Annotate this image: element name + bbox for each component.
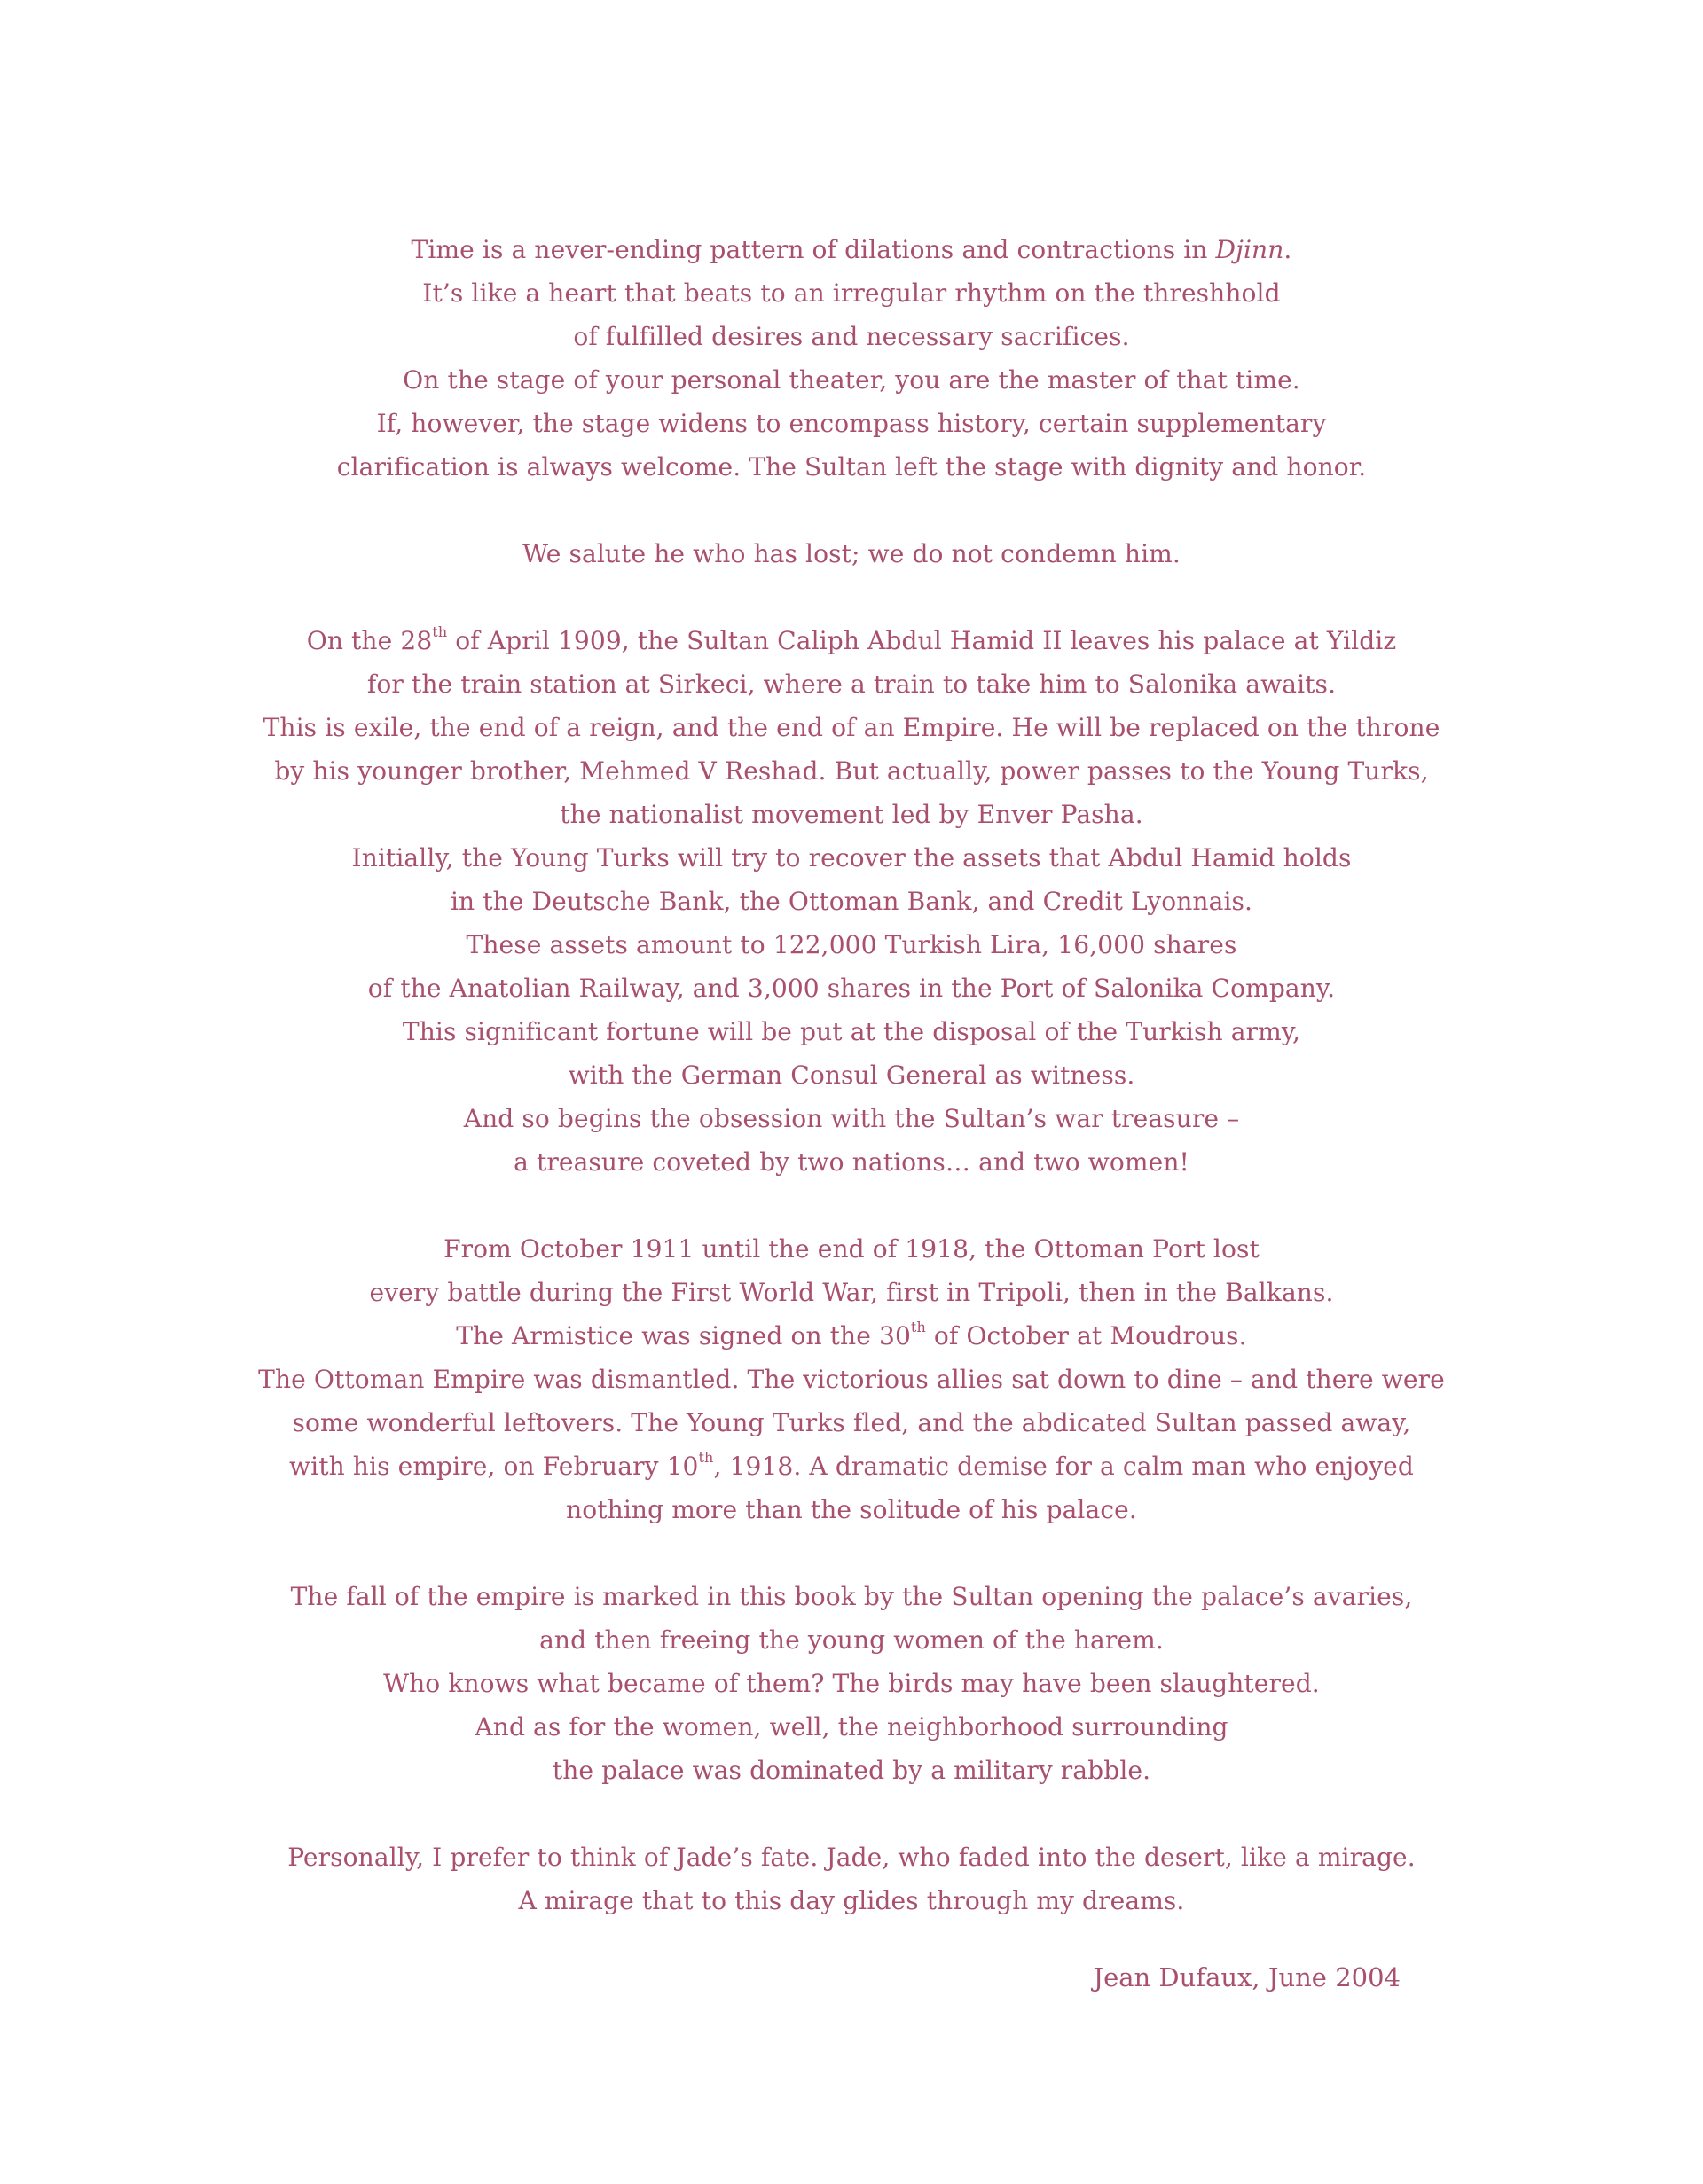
author-signature: Jean Dufaux, June 2004 bbox=[1093, 1962, 1401, 1992]
text-line: The Ottoman Empire was dismantled. The victorious allies sat down to dine – and there were bbox=[258, 1365, 1445, 1394]
afterword-text bbox=[0, 228, 1703, 1966]
text-segment: . bbox=[1283, 235, 1292, 264]
text-line bbox=[0, 1314, 1703, 1358]
text-segment: of October at Moudrous. bbox=[925, 1321, 1247, 1350]
paragraph-war bbox=[0, 1227, 1703, 1531]
text-line: The fall of the empire is marked in this book by the Sultan opening the palace’s avaries, bbox=[290, 1582, 1413, 1611]
text-segment: On the 28 bbox=[306, 626, 433, 655]
text-segment: with his empire, on February 10 bbox=[289, 1452, 699, 1481]
text-line: Who knows what became of them? The birds may have been slaughtered. bbox=[383, 1669, 1320, 1698]
paragraph-time bbox=[0, 228, 1703, 489]
text-line: Initially, the Young Turks will try to recover the assets that Abdul Hamid holds bbox=[351, 843, 1352, 873]
ordinal-superscript: th bbox=[698, 1448, 714, 1466]
text-line: From October 1911 until the end of 1918, the Ottoman Port lost bbox=[443, 1234, 1260, 1264]
text-line bbox=[0, 619, 1703, 662]
text-line: This significant fortune will be put at the disposal of the Turkish army, bbox=[402, 1017, 1301, 1046]
ordinal-superscript: th bbox=[432, 622, 448, 640]
text-line: It’s like a heart that beats to an irregular rhythm on the threshhold bbox=[422, 278, 1281, 308]
text-segment: Time is a never-ending pattern of dilations and contractions in bbox=[411, 235, 1216, 264]
ordinal-superscript: th bbox=[910, 1318, 926, 1335]
paragraph-fall bbox=[0, 1575, 1703, 1792]
text-line: of the Anatolian Railway, and 3,000 shares in the Port of Salonika Company. bbox=[367, 974, 1336, 1003]
text-line: the palace was dominated by a military rabble. bbox=[552, 1756, 1151, 1785]
text-line: and then freeing the young women of the harem. bbox=[539, 1625, 1164, 1655]
text-line: This is exile, the end of a reign, and the end of an Empire. He will be replaced on the throne bbox=[263, 713, 1440, 742]
text-line: for the train station at Sirkeci, where a train to take him to Salonika awaits. bbox=[366, 669, 1337, 699]
text-line: by his younger brother, Mehmed V Reshad. But actually, power passes to the Young Turks, bbox=[274, 756, 1429, 786]
text-line: in the Deutsche Bank, the Ottoman Bank, and Credit Lyonnais. bbox=[450, 887, 1253, 916]
text-line: On the stage of your personal theater, you are the master of that time. bbox=[403, 365, 1300, 395]
paragraph-salute bbox=[0, 532, 1703, 575]
text-line: And so begins the obsession with the Sultan’s war treasure – bbox=[463, 1104, 1240, 1133]
text-segment: The Armistice was signed on the 30 bbox=[456, 1321, 911, 1350]
text-line: nothing more than the solitude of his palace. bbox=[566, 1495, 1137, 1524]
text-line: If, however, the stage widens to encompass history, certain supplementary bbox=[376, 409, 1327, 438]
text-line: with the German Consul General as witness. bbox=[568, 1061, 1135, 1090]
text-line: A mirage that to this day glides through my dreams. bbox=[518, 1886, 1185, 1915]
text-line: some wonderful leftovers. The Young Turks fled, and the abdicated Sultan passed away, bbox=[292, 1408, 1411, 1437]
text-line: Personally, I prefer to think of Jade’s fate. Jade, who faded into the desert, like a mirage. bbox=[287, 1843, 1416, 1872]
book-title-italic: Djinn bbox=[1215, 235, 1284, 264]
text-segment: of April 1909, the Sultan Caliph Abdul Hamid II leaves his palace at Yildiz bbox=[447, 626, 1397, 655]
text-line: every battle during the First World War, first in Tripoli, then in the Balkans. bbox=[369, 1278, 1334, 1307]
text-segment: , 1918. A dramatic demise for a calm man who enjoyed bbox=[713, 1452, 1414, 1481]
text-line: of fulfilled desires and necessary sacrifices. bbox=[573, 322, 1130, 351]
text-line: clarification is always welcome. The Sultan left the stage with dignity and honor. bbox=[336, 452, 1367, 481]
paragraph-exile bbox=[0, 619, 1703, 1184]
text-line: We salute he who has lost; we do not condemn him. bbox=[522, 539, 1181, 568]
paragraph-jade bbox=[0, 1836, 1703, 1922]
text-line bbox=[0, 1444, 1703, 1488]
text-line bbox=[0, 228, 1703, 271]
text-line: And as for the women, well, the neighborhood surrounding bbox=[475, 1712, 1228, 1742]
text-line: the nationalist movement led by Enver Pasha. bbox=[560, 800, 1143, 829]
text-line: a treasure coveted by two nations… and two women! bbox=[514, 1147, 1189, 1177]
text-line: These assets amount to 122,000 Turkish Lira, 16,000 shares bbox=[466, 930, 1237, 959]
